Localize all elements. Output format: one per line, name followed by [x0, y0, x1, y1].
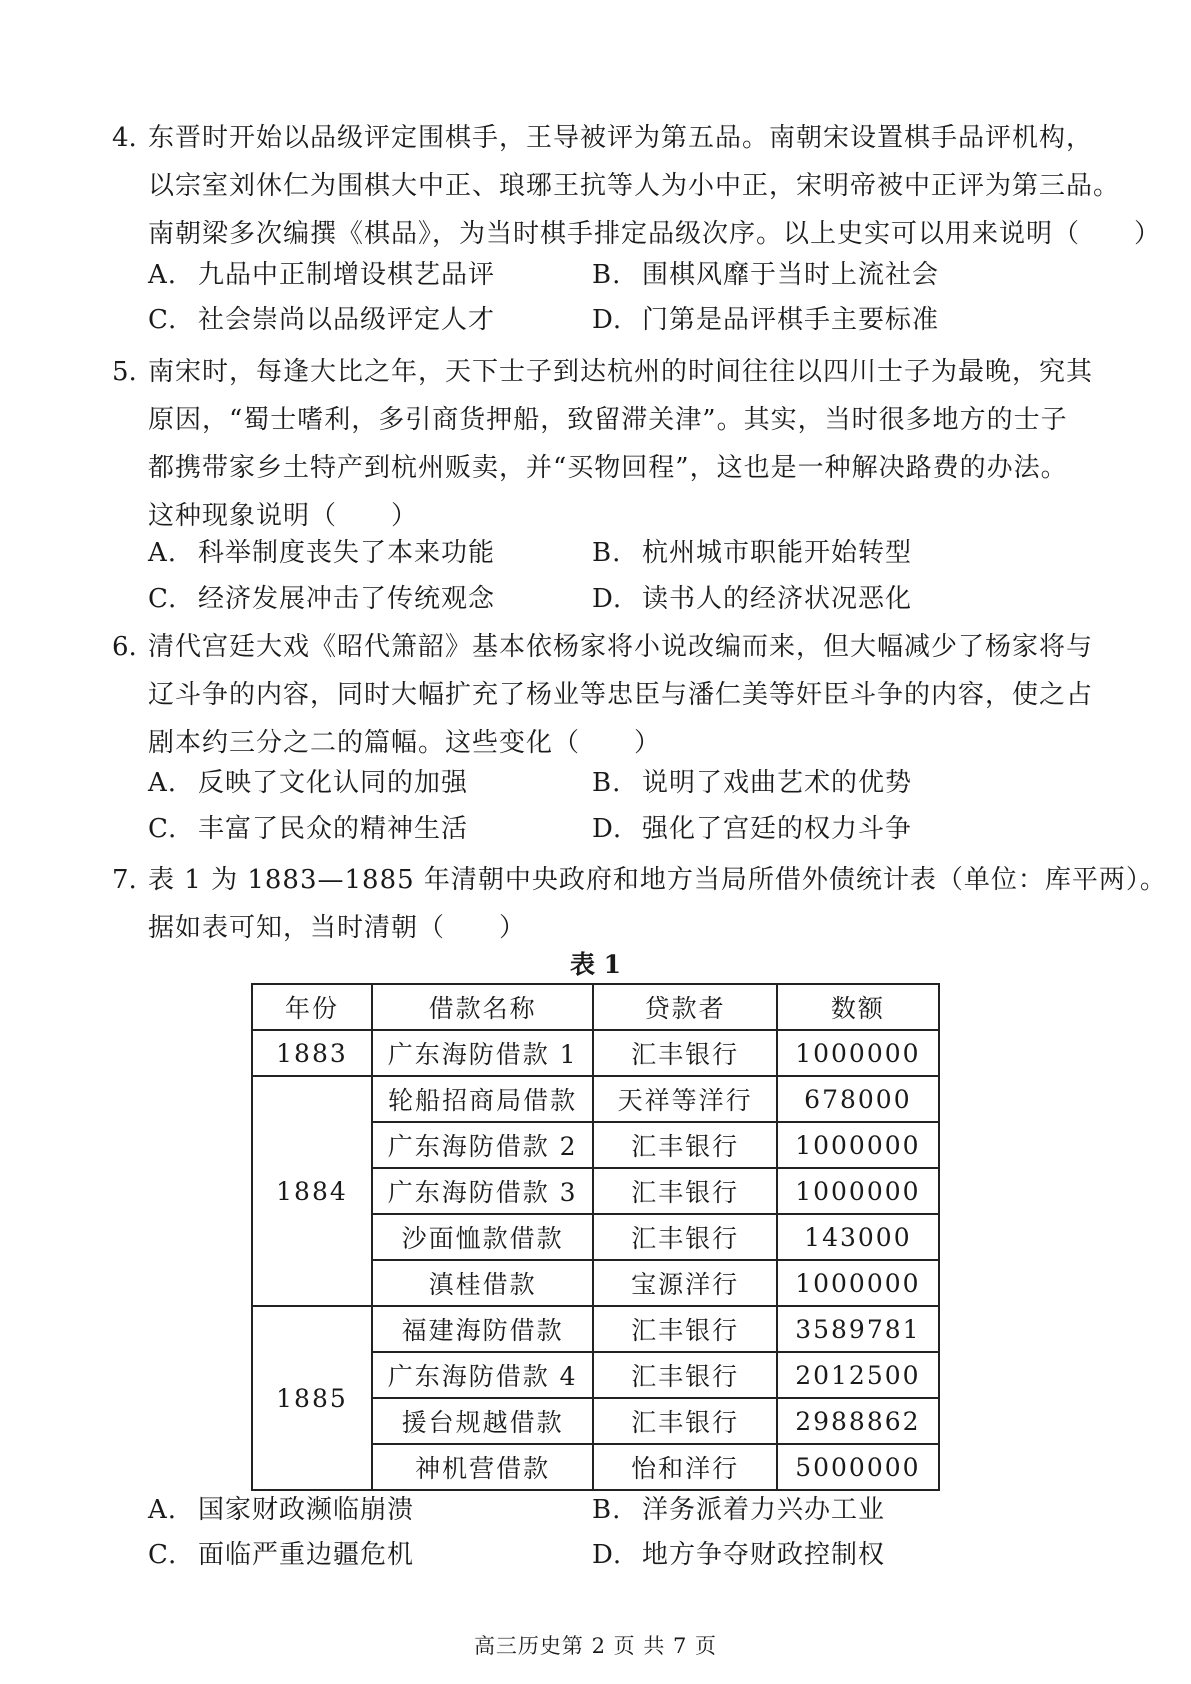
- option-label: D.: [592, 814, 623, 844]
- lender-cell: 汇丰银行: [593, 1214, 776, 1260]
- option-a[interactable]: [148, 533, 495, 573]
- option-d[interactable]: [592, 809, 912, 849]
- year-cell: 1884: [252, 1076, 372, 1306]
- lender-cell: 汇丰银行: [593, 1306, 776, 1352]
- option-label: D.: [592, 1540, 623, 1570]
- option-text: 国家财政濒临崩溃: [198, 1495, 415, 1525]
- amount-cell: 3589781: [777, 1306, 939, 1352]
- option-a[interactable]: [148, 1490, 414, 1530]
- option-text: 洋务派着力兴办工业: [642, 1495, 886, 1525]
- year-cell: 1885: [252, 1306, 372, 1490]
- option-text: 说明了戏曲艺术的优势: [642, 768, 913, 798]
- page-footer: 高三历史第 2 页 共 7 页: [473, 1634, 718, 1658]
- option-text: 面临严重边疆危机: [198, 1540, 415, 1570]
- lender-cell: 汇丰银行: [593, 1030, 776, 1076]
- option-text: 九品中正制增设棋艺品评: [198, 260, 496, 290]
- table-row: [252, 1030, 939, 1076]
- option-text: 围棋风靡于当时上流社会: [642, 260, 940, 290]
- option-d[interactable]: [592, 300, 939, 340]
- option-d[interactable]: [592, 579, 912, 619]
- column-header-loan-name: 借款名称: [372, 984, 594, 1030]
- year-cell: 1883: [252, 1030, 372, 1076]
- loan-name-cell: 轮船招商局借款: [372, 1076, 594, 1122]
- stem-line: 这种现象说明（ ）: [148, 501, 419, 531]
- lender-cell: 汇丰银行: [593, 1168, 776, 1214]
- loan-name-cell: 援台规越借款: [372, 1398, 594, 1444]
- lender-cell: 汇丰银行: [593, 1398, 776, 1444]
- option-text: 强化了宫廷的权力斗争: [642, 814, 913, 844]
- option-label: A.: [148, 1495, 178, 1525]
- question-number: 4.: [112, 123, 137, 153]
- stem-line: 原因，“蜀士嗜利，多引商货押船，致留滞关津”。其实，当时很多地方的士子: [148, 405, 1068, 435]
- loan-name-cell: 神机营借款: [372, 1444, 594, 1490]
- question-number: 5.: [112, 357, 137, 387]
- stem-line: 以宗室刘休仁为围棋大中正、琅琊王抗等人为小中正，宋明帝被中正评为第三品。: [148, 171, 1121, 201]
- loan-name-cell: 滇桂借款: [372, 1260, 594, 1306]
- amount-cell: 678000: [777, 1076, 939, 1122]
- loan-name-cell: 广东海防借款 2: [372, 1122, 594, 1168]
- option-label: C.: [148, 1540, 178, 1570]
- stem-line: 南宋时，每逢大比之年，天下士子到达杭州的时间往往以四川士子为最晚，究其: [148, 357, 1094, 387]
- option-a[interactable]: [148, 255, 495, 295]
- amount-cell: 143000: [777, 1214, 939, 1260]
- option-text: 读书人的经济状况恶化: [642, 584, 913, 614]
- stem-line: 据如表可知，当时清朝（ ）: [148, 913, 527, 943]
- option-label: C.: [148, 814, 178, 844]
- lender-cell: 宝源洋行: [593, 1260, 776, 1306]
- question-stem: [148, 114, 1162, 258]
- amount-cell: 5000000: [777, 1444, 939, 1490]
- stem-line: 南朝梁多次编撰《棋品》，为当时棋手排定品级次序。以上史实可以用来说明（ ）: [148, 219, 1162, 249]
- loan-name-cell: 广东海防借款 4: [372, 1352, 594, 1398]
- option-c[interactable]: [148, 809, 468, 849]
- question-stem: [148, 856, 1167, 952]
- option-label: A.: [148, 768, 178, 798]
- question-number: 6.: [112, 632, 137, 662]
- option-b[interactable]: [592, 763, 912, 803]
- amount-cell: 1000000: [777, 1260, 939, 1306]
- question-number: 7.: [112, 865, 137, 895]
- option-text: 社会崇尚以品级评定人才: [198, 305, 496, 335]
- amount-cell: 1000000: [777, 1030, 939, 1076]
- amount-cell: 1000000: [777, 1168, 939, 1214]
- option-label: A.: [148, 260, 178, 290]
- option-a[interactable]: [148, 763, 468, 803]
- amount-cell: 1000000: [777, 1122, 939, 1168]
- option-label: D.: [592, 305, 623, 335]
- option-label: B.: [592, 1495, 622, 1525]
- table-title: 表 1: [569, 950, 622, 979]
- option-text: 丰富了民众的精神生活: [198, 814, 469, 844]
- lender-cell: 汇丰银行: [593, 1122, 776, 1168]
- option-text: 地方争夺财政控制权: [642, 1540, 886, 1570]
- amount-cell: 2012500: [777, 1352, 939, 1398]
- loan-name-cell: 福建海防借款: [372, 1306, 594, 1352]
- lender-cell: 汇丰银行: [593, 1352, 776, 1398]
- column-header-amount: 数额: [777, 984, 939, 1030]
- option-b[interactable]: [592, 1490, 885, 1530]
- option-label: C.: [148, 305, 178, 335]
- option-label: B.: [592, 768, 622, 798]
- option-text: 杭州城市职能开始转型: [642, 538, 913, 568]
- option-text: 门第是品评棋手主要标准: [642, 305, 940, 335]
- loan-name-cell: 广东海防借款 1: [372, 1030, 594, 1076]
- table-row: [252, 1076, 939, 1122]
- foreign-debt-table: [251, 983, 940, 1491]
- stem-line: 东晋时开始以品级评定围棋手，王导被评为第五品。南朝宋设置棋手品评机构，: [148, 123, 1094, 153]
- option-text: 经济发展冲击了传统观念: [198, 584, 496, 614]
- option-c[interactable]: [148, 1535, 414, 1575]
- option-label: B.: [592, 260, 622, 290]
- option-c[interactable]: [148, 579, 495, 619]
- option-label: B.: [592, 538, 622, 568]
- lender-cell: 天祥等洋行: [593, 1076, 776, 1122]
- amount-cell: 2988862: [777, 1398, 939, 1444]
- option-label: C.: [148, 584, 178, 614]
- column-header-year: 年份: [252, 984, 372, 1030]
- question-stem: [148, 348, 1108, 540]
- option-text: 科举制度丧失了本来功能: [198, 538, 496, 568]
- option-b[interactable]: [592, 255, 939, 295]
- loan-name-cell: 广东海防借款 3: [372, 1168, 594, 1214]
- option-b[interactable]: [592, 533, 912, 573]
- option-label: D.: [592, 584, 623, 614]
- option-c[interactable]: [148, 300, 495, 340]
- option-text: 反映了文化认同的加强: [198, 768, 469, 798]
- option-d[interactable]: [592, 1535, 885, 1575]
- stem-line: 清代宫廷大戏《昭代箫韶》基本依杨家将小说改编而来，但大幅减少了杨家将与: [148, 632, 1094, 662]
- lender-cell: 怡和洋行: [593, 1444, 776, 1490]
- loan-name-cell: 沙面恤款借款: [372, 1214, 594, 1260]
- question-stem: [148, 623, 1108, 767]
- stem-line: 表 1 为 1883—1885 年清朝中央政府和地方当局所借外债统计表（单位：库平两）。: [148, 865, 1167, 895]
- option-label: A.: [148, 538, 178, 568]
- stem-line: 辽斗争的内容，同时大幅扩充了杨业等忠臣与潘仁美等奸臣斗争的内容，使之占: [148, 680, 1094, 710]
- stem-line: 都携带家乡土特产到杭州贩卖，并“买物回程”，这也是一种解决路费的办法。: [148, 453, 1068, 483]
- table-row: [252, 1306, 939, 1352]
- stem-line: 剧本约三分之二的篇幅。这些变化（ ）: [148, 728, 662, 758]
- table-header-row: [252, 984, 939, 1030]
- column-header-lender: 贷款者: [593, 984, 776, 1030]
